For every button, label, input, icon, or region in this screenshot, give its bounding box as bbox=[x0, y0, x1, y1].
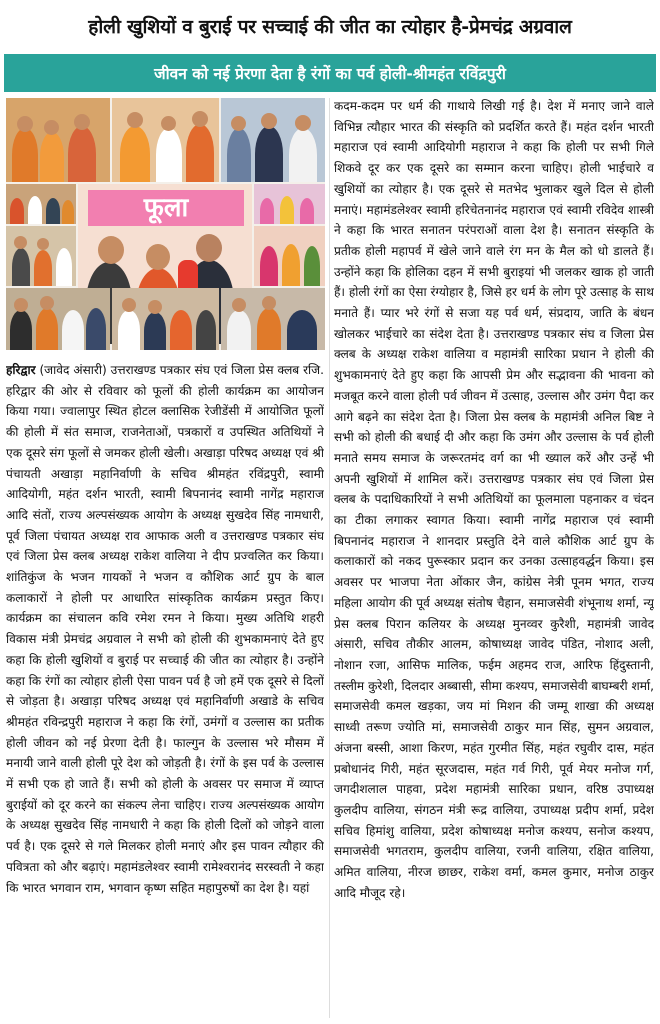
photo-felicitation bbox=[221, 288, 325, 350]
article-column-left bbox=[6, 360, 324, 1020]
article-body-right: कदम-कदम पर धर्म की गाथाये लिखी गई है। देश में मनाए जाने वाले विभिन्न त्यौहार भारत की संस्कृति को प्रदर्शित करते हैं। महंत दर्शन भारती महाराज एवं स्वामी आदियोगी महाराज ने कहा कि होली पर सभी गिले शिकवे दूर कर एक दूसरे का सम्मान करना चाहिए। होली भाईचारे व खुशियों का त्योहार है। एक दूसरे से मतभेद भुलाकर खुले दिल से होली मनाएं। महामंडलेश्वर स्वामी हरिचेतनानंद महाराज एवं स्वामी रविदेव शास्त्री ने कहा कि भारत सनातन परंपराओं वाला देश है। सनातन संस्कृति के प्रतीक होली महापर्व में खेले जाने वाले रंग मन के मैल को धो डालते हैं। उन्होंने कहा कि होलिका दहन में सभी बुराइयां भी जलकर खाक हो जाती हैं। होली रंगों का ऐसा रंग्योहार है, जिसे हर धर्म के लोग पूरे उत्साह के साथ मनाते हैं। प्यार भरे रंगों से सजा यह पर्व धर्म, संप्रदाय, जाति के बंधन खोलकर भाईचारे का संदेश देता है। उत्तराखण्ड पत्रकार संघ व जिला प्रेस क्लब के अध्यक्ष राकेश वालिया व महामंत्री सारिका प्रधान ने होली की शुभकामनाएं देते हुए कहा कि आपसी प्रेम और सद्भावना की भावना को मजबूत करने वाला होली पर्व जीवन में उत्साह, उल्लास और उमंग पैदा कर आगे बढ़ने का संदेश देता है। जिला प्रेस क्लब के महामंत्री अनिल बिष्ट ने सभी को होली की बधाई दी और कहा कि उमंग और उल्लास के पर्व होली मनाते समय समाज के जरूरतमंद वर्ग का भी ख्याल करें और उन्हें भी अपनी खुशियों में शामिल करें। उत्तराखण्ड पत्रकार संघ एवं जिला प्रेस क्लब के पदाधिकारियों ने सभी अतिथियों का फूलमाला पहनाकर व चंदन का टीका लगाकर स्वागत किया। स्वामी नागेंद्र महाराज एवं स्वामी बिपनानंद महाराज ने शानदार प्रस्तुति देने वाले कौशिक आर्ट ग्रुप के कलाकारों को नकद पुरूस्कार प्रदान कर उनका उत्साहवर्द्धन किया। इस अवसर पर भाजपा नेता ओंकार जैन, कांग्रेस नेत्री पूनम भगत, राज्य महिला आयोग की पूर्व अध्यक्ष संतोष चैहान, समाजसेवी शंभूनाथ शर्मा, न्यू प्रेस क्लब पिरान कलियर के अध्यक्ष मुनव्वर कुरैशी, महामंत्री जावेद अंसारी, सचिव तौकीर आलम, कोषाध्यक्ष जावेद पंडित, नोशाद अली, नोशान रजा, आसिफ मालिक, फईम अहमद राज, आरिफ हिंदुस्तानी, तस्लीम कुरेशी, दिलदार अब्बासी, सीमा कश्यप, समाजसेवी बाघम्बरी शर्मा, समाजसेवी कमल खड़का, जय मां मिशन की जम्मू शाखा की अध्यक्ष साध्वी तरूण ज्योति मां, समाजसेवी ठाकुर मान सिंह, सुमन अग्रवाल, अंजना बस्सी, आशा किरण, महंत गुरमीत सिंह, महंत रघुवीर दास, महंत प्रबोधानंद गिरी, महंत सूरजदास, महंत गर्व गिरी, पूर्व मेयर मनोज गर्ग, जगदीशलाल पाहवा, प्रदेश महामंत्री सारिका प्रधान, वरिष्ठ उपाध्यक्ष कुलदीप वालिया, संगठन मंत्री रूद्र वालिया, उपाध्यक्ष प्रदीप शर्मा, प्रदेश सचिव हिमांशु वालिया, प्रदेश कोषाध्यक्ष मनोज कश्यप, सनोज कश्यप, समाजसेवी भगतराम, कुलदीप वालिया, रजनी वालिया, रक्षित वालिया, अमित वालिया, नीरज छाछर, राकेश वर्मा, कमल कुमार, मनोज ठाकुर आदि मौजूद रहे। bbox=[334, 99, 654, 900]
photo-saints-stage bbox=[112, 98, 219, 182]
photo-collage bbox=[6, 98, 325, 350]
photo-crowd-left bbox=[6, 184, 76, 224]
photo-performers bbox=[254, 184, 325, 224]
subheadline-band bbox=[4, 54, 656, 92]
photo-audience bbox=[6, 226, 76, 286]
column-divider bbox=[329, 98, 330, 1018]
photo-saints-group bbox=[6, 98, 110, 182]
article-body-left: (जावेद अंसारी) उत्तराखण्ड पत्रकार संघ एवं जिला प्रेस क्लब रजि. हरिद्वार की ओर से रविवार को फूलों की होली कार्यक्रम का आयोजन किया गया। ज्वालापुर स्थित होटल क्लासिक रेजीडेंसी में आयोजित फूलों की होली में संत समाज, राजनेताओं, पत्रकारों व उपस्थित अतिथियों ने एक दूसरे संग फूलों से जमकर होली खेली। अखाड़ा परिषद अध्यक्ष एवं श्री पंचायती अखाड़ा महानिर्वाणी के सचिव श्रीमहंत रविंद्रपुरी, स्वामी आदियोगी, महंत दर्शन भारती, स्वामी बिपनानंद स्वामी नागेंद्र महाराज आदि संतों, राज्य अल्पसंख्यक आयोग के अध्यक्ष सुखदेव सिंह नामधारी, पूर्व जिला पंचायत अध्यक्ष राव आफाक अली व उत्तराखण्ड पत्रकार संघ एवं जिला प्रेस क्लब अध्यक्ष राकेश वालिया ने दीप प्रज्वलित कर किया। शांतिकुंज के भजन गायकों ने भजन व कौशिक आर्ट ग्रुप के बाल कलाकारों ने होली पर आधारित सांस्कृतिक कार्यक्रम प्रस्तुत किए। कार्यक्रम का संचालन कवि रमेश रमन ने किया। मुख्य अतिथि शहरी विकास मंत्री प्रेमचंद्र अग्रवाल ने सभी को होली की शुभकामनाएं देते हुए कहा कि होली खुशियों व बुराई पर सच्चाई की जीत का त्योहार है। उन्होंने कहा कि रंगों का त्योहार होली ऐसा पावन पर्व है जो हमें एक दूसरे से दिलों से जोड़ता है। अखाड़ा परिषद अध्यक्ष एवं महानिर्वाणी अखाडे के सचिव श्रीमहंत रविन्द्रपुरी महाराज ने कहा कि रंगों, उमंगों व उल्लास का प्रतीक होली जीवन को नई प्रेरणा देती है। फाल्गुन के उल्लास भरे मौसम में मनायी जाने वाली होली पूरे देश को जोड़ती है। रंगों के इस पर्व के उल्लास में सभी एक हो जाते हैं। सभी को होली के अवसर पर समाज में व्याप्त बुराईयों को दूर करने का संकल्प लेना चाहिए। राज्य अल्पसंख्यक आयोग के अध्यक्ष सुखदेव सिंह नामधारी ने कहा कि होली दिलों को जोड़ने वाला पर्व है। एक दूसरे से गले मिलकर होली मनाएं और इस पावन त्यौहार की पवित्रता को और बढ़ाएं। महामंडलेश्वर स्वामी रामेश्वरानंद सरस्वती ने कहा कि भारत भगवान राम, भगवान कृष्ण सहित महापुरुषों का देश है। यहां bbox=[6, 363, 324, 895]
banner-text: फूला bbox=[88, 190, 244, 226]
dateline: हरिद्वार bbox=[6, 363, 36, 377]
article-column-right bbox=[334, 96, 654, 1020]
photo-speakers bbox=[6, 288, 110, 350]
subheadline: जीवन को नई प्रेरणा देता है रंगों का पर्व होली-श्रीमहंत रविंद्रपुरी bbox=[154, 65, 506, 83]
photo-award bbox=[221, 98, 325, 182]
photo-dance bbox=[254, 226, 325, 286]
photo-guests-seated bbox=[112, 288, 219, 350]
headline: होली खुशियों व बुराई पर सच्चाई की जीत का त्योहार है-प्रेमचंद्र अग्रवाल bbox=[88, 16, 572, 38]
